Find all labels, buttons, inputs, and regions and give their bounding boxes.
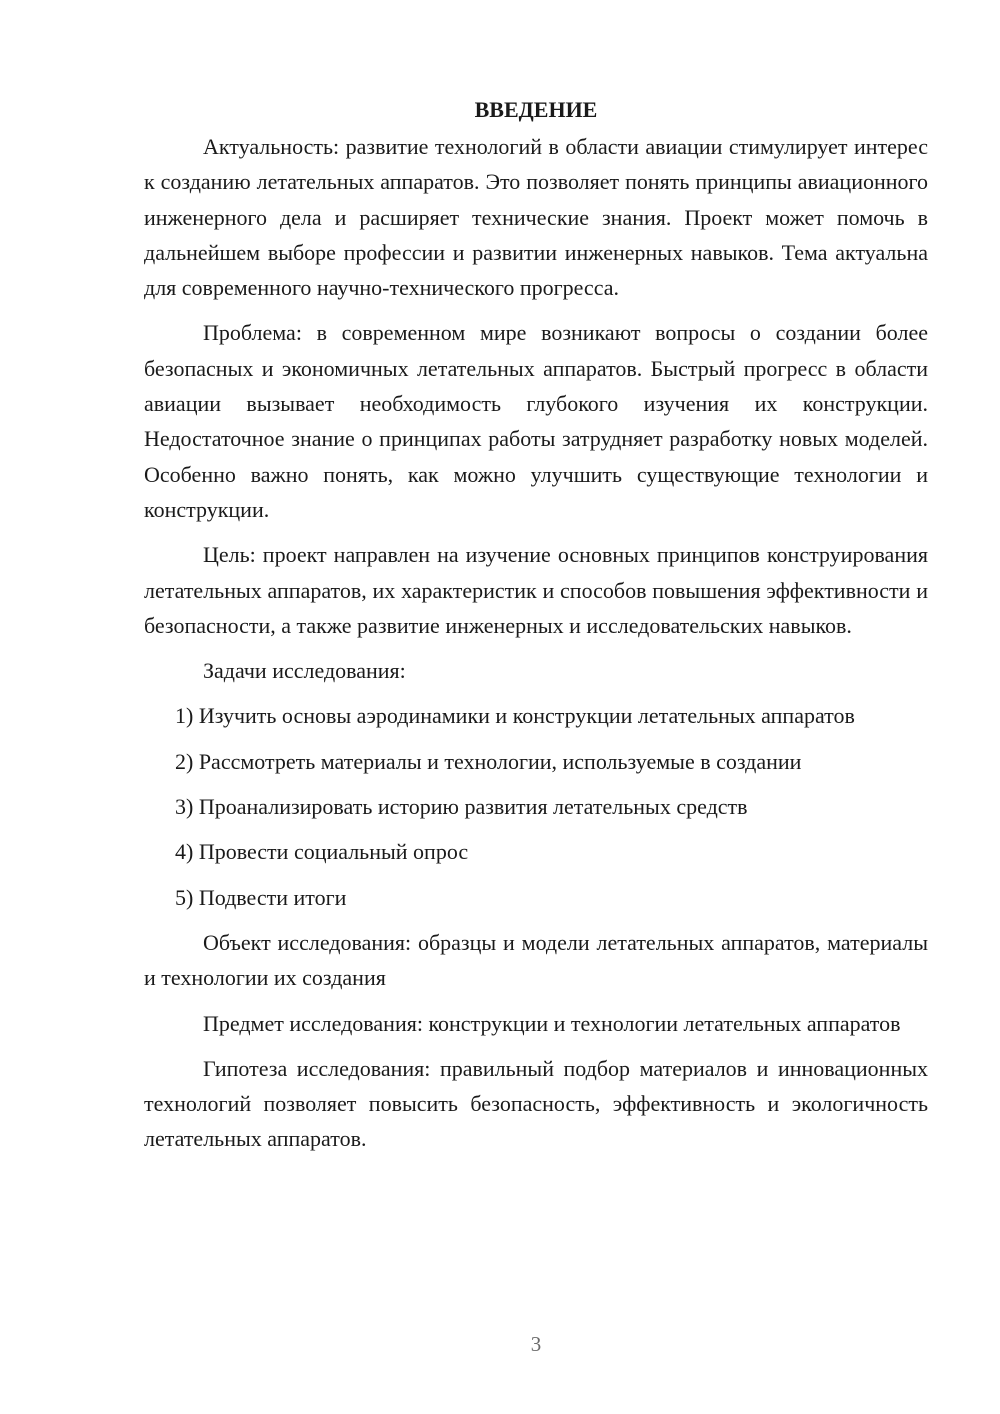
object-paragraph: Объект исследования: образцы и модели летательных аппаратов, материалы и технологии их создания <box>144 929 928 991</box>
page-number: 3 <box>530 1332 542 1356</box>
task-item-2: 2) Рассмотреть материалы и технологии, используемые в создании <box>175 748 802 774</box>
section-heading: ВВЕДЕНИЕ <box>474 97 598 122</box>
page-body <box>144 92 928 1167</box>
task-item-5: 5) Подвести итоги <box>175 884 347 910</box>
task-item-1: 1) Изучить основы аэродинамики и конструкции летательных аппаратов <box>175 703 855 729</box>
task-item-3: 3) Проанализировать историю развития летательных средств <box>175 794 748 820</box>
problem-paragraph: Проблема: в современном мире возникают вопросы о создании более безопасных и экономичных летательных аппаратов. Быстрый прогресс в области авиации вызывает необходимость глубокого изучения их конструкции. Недостаточное знание о принципах работы затрудняет разработку новых моделей. Особенно важно понять, как можно улучшить существующие технологии и конструкции. <box>144 320 928 522</box>
subject-paragraph: Предмет исследования: конструкции и технологии летательных аппаратов <box>203 1010 901 1036</box>
hypothesis-paragraph: Гипотеза исследования: правильный подбор материалов и инновационных технологий позволяет повысить безопасность, эффективность и экологичность летательных аппаратов. <box>144 1055 928 1152</box>
goal-paragraph: Цель: проект направлен на изучение основных принципов конструирования летательных аппаратов, их характеристик и способов повышения эффективности и безопасности, а также развитие инженерных и исследовательских навыков. <box>144 542 928 638</box>
tasks-heading: Задачи исследования: <box>203 658 406 684</box>
task-item-4: 4) Провести социальный опрос <box>175 839 469 865</box>
relevance-paragraph: Актуальность: развитие технологий в области авиации стимулирует интерес к созданию летательных аппаратов. Это позволяет понять принципы авиационного инженерного дела и расширяет технические знания. Проект может помочь в дальнейшем выборе профессии и развитии инженерных навыков. Тема актуальна для современного научно-технического прогресса. <box>144 134 928 301</box>
